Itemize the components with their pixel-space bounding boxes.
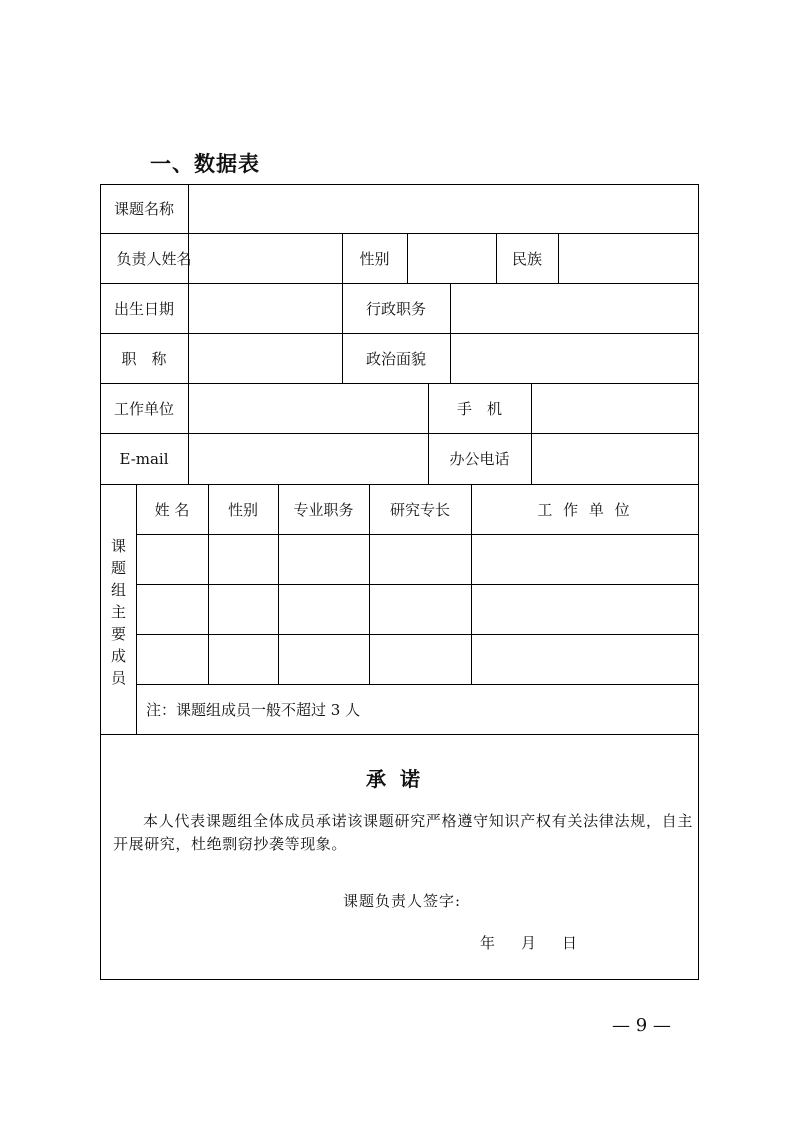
member-header-expertise: 研究专长 xyxy=(389,500,450,519)
email-label: E-mail xyxy=(119,449,169,468)
work-unit-field[interactable] xyxy=(188,383,428,433)
project-name-label: 课题名称 xyxy=(113,200,174,218)
birth-date-label: 出生日期 xyxy=(113,299,174,318)
ethnicity-label: 民族 xyxy=(511,249,542,268)
member-header-work-unit: 工 作 单 位 xyxy=(537,500,633,519)
office-phone-label: 办公电话 xyxy=(449,450,510,468)
mobile-label: 手 机 xyxy=(456,399,502,418)
title-label: 职 称 xyxy=(121,349,167,368)
member-row[interactable] xyxy=(136,584,699,634)
signature-date xyxy=(480,932,577,953)
title-field[interactable] xyxy=(188,333,342,383)
commitment-title: 承诺 xyxy=(366,767,434,791)
members-note: 注：课题组成员一般不超过 3 人 xyxy=(146,700,361,719)
birth-date-field[interactable] xyxy=(188,283,342,333)
political-status-label: 政治面貌 xyxy=(365,349,426,368)
leader-name-label: 负责人姓名 xyxy=(116,249,192,268)
member-header-gender: 性别 xyxy=(227,500,258,519)
section-title: 一、数据表 xyxy=(150,152,260,176)
admin-position-field[interactable] xyxy=(450,283,699,333)
project-name-field[interactable] xyxy=(188,184,699,233)
page-number: — 9 — xyxy=(612,1015,671,1036)
signature-label: 课题负责人签字: xyxy=(343,892,462,910)
office-phone-field[interactable] xyxy=(531,433,699,484)
political-status-field[interactable] xyxy=(450,333,699,383)
commitment-body: 本人代表课题组全体成员承诺该课题研究严格遵守知识产权有关法律法规，自主开展研究，杜绝剽窃抄袭等现象。 xyxy=(113,812,693,853)
member-row[interactable] xyxy=(136,634,699,684)
mobile-field[interactable] xyxy=(531,383,699,433)
admin-position-label: 行政职务 xyxy=(365,299,426,318)
work-unit-label: 工作单位 xyxy=(113,399,174,418)
gender-field[interactable] xyxy=(407,233,496,283)
ethnicity-field[interactable] xyxy=(558,233,699,283)
date-month: 月 xyxy=(521,934,537,952)
date-day: 日 xyxy=(562,934,578,952)
email-field[interactable] xyxy=(188,433,428,484)
gender-label: 性别 xyxy=(359,249,390,268)
date-year: 年 xyxy=(480,934,496,952)
member-header-position: 专业职务 xyxy=(293,500,354,519)
member-header-name: 姓 名 xyxy=(154,500,190,519)
member-row[interactable] xyxy=(136,534,699,584)
members-group-label: 课 题 组 主 要 成 员 xyxy=(110,537,126,687)
leader-name-field[interactable] xyxy=(208,233,342,283)
